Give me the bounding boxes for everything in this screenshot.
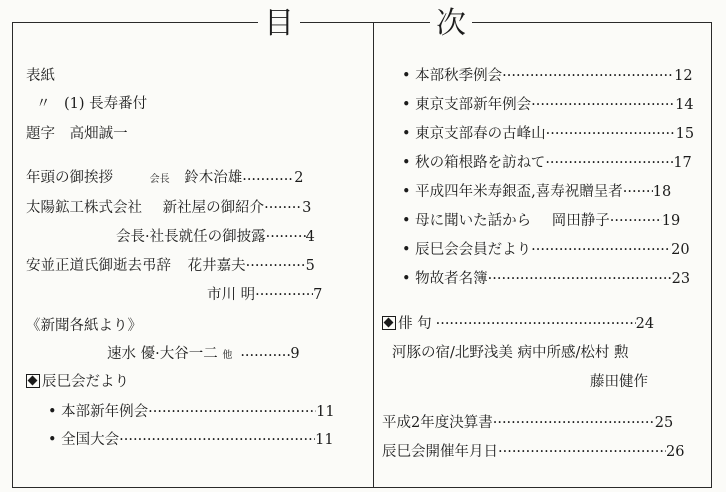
- diamond-bullet-icon: [382, 316, 396, 330]
- toc-entry-obituary: [26, 256, 315, 276]
- toc-entry-tokyo-spring: [402, 124, 694, 144]
- cover-sub-entry: [36, 94, 147, 114]
- entry-page: 26: [666, 444, 685, 460]
- entry-page: 7: [313, 287, 323, 303]
- entry-page: 17: [673, 155, 692, 171]
- leader-dots: [436, 314, 636, 334]
- toc-entry-budget: [382, 413, 673, 433]
- ditto-mark: 〃: [36, 96, 51, 112]
- toc-entry-hq-newyear: [48, 402, 335, 422]
- toc-entry-greeting: [26, 168, 303, 190]
- toc-entry-obituary-list: [402, 269, 690, 289]
- entry-title: 秋の箱根路を訪ねて: [415, 155, 546, 171]
- entry-title: 物故者名簿: [415, 271, 488, 287]
- bullet-icon: •: [402, 271, 411, 287]
- bullet-icon: •: [402, 213, 411, 229]
- entry-title: 東京支部新年例会: [415, 97, 532, 113]
- leader-dots: [498, 442, 666, 462]
- calligraphy-label: 題字: [26, 126, 55, 142]
- heading-char-1: 目: [258, 4, 300, 44]
- toc-entry-autumn-meeting: [402, 66, 693, 86]
- haiku-authors: 河豚の宿/北野浅美 病中所感/松村 勲: [392, 345, 629, 361]
- entry-page: 20: [671, 242, 690, 258]
- entry-subtitle: 新社屋の御紹介: [162, 200, 265, 216]
- section-newspapers: [26, 316, 142, 336]
- leader-dots: [264, 198, 302, 218]
- leader-dots: [266, 227, 306, 247]
- entry-title: 辰巳会会員だより: [415, 242, 532, 258]
- toc-entry-inauguration: [116, 227, 315, 247]
- leader-dots: [148, 402, 316, 422]
- leader-dots: [545, 153, 673, 173]
- entry-title: 年頭の御挨拶: [26, 170, 113, 186]
- leader-dots: [610, 211, 662, 231]
- calligraphy-entry: [26, 124, 128, 144]
- entry-author: 鈴木治雄: [184, 170, 243, 186]
- cover-entry: [26, 66, 55, 86]
- entry-page: 11: [315, 432, 334, 448]
- entry-page: 3: [302, 200, 312, 216]
- leader-dots: [531, 240, 671, 260]
- entry-suffix: 他: [222, 350, 233, 361]
- bullet-icon: •: [402, 242, 411, 258]
- diamond-bullet-icon: [26, 374, 40, 388]
- toc-entry-national: [48, 430, 334, 450]
- leader-dots: [242, 170, 294, 190]
- leader-dots: [531, 95, 675, 115]
- bullet-icon: •: [48, 404, 57, 420]
- leader-dots: [493, 413, 655, 433]
- column-divider: [373, 22, 374, 488]
- entry-title: 母に聞いた話から: [415, 213, 532, 229]
- leader-dots: [240, 346, 290, 366]
- bullet-icon: •: [402, 68, 411, 84]
- toc-entry-longevity-awards: [402, 182, 671, 202]
- leader-dots: [546, 124, 676, 144]
- entry-page: 2: [294, 170, 304, 186]
- leader-dots: [488, 269, 672, 289]
- bullet-icon: •: [402, 126, 411, 142]
- section-haiku: [382, 314, 654, 334]
- entry-page: 15: [675, 126, 695, 142]
- leader-dots: [623, 182, 653, 202]
- heading-char-2: 次: [430, 4, 472, 44]
- entry-page: 23: [671, 271, 691, 287]
- entry-title: 全国大会: [61, 432, 120, 448]
- toc-entry-member-news: [402, 240, 690, 260]
- cover-sub-title: (1) 長寿番付: [64, 96, 148, 112]
- entry-role: 会長: [149, 174, 170, 185]
- bullet-icon: •: [48, 432, 57, 448]
- entry-title: 安並正道氏御逝去弔辞: [26, 258, 171, 274]
- toc-entry-tokyo-newyear: [402, 95, 694, 115]
- leader-dots: [255, 285, 313, 305]
- haiku-authors-line-1: [392, 343, 629, 363]
- toc-entry-obituary-2: [207, 285, 322, 305]
- entry-page: 5: [305, 258, 315, 274]
- entry-page: 19: [661, 213, 681, 229]
- haiku-authors-line-2: [590, 372, 648, 392]
- leader-dots: [246, 256, 306, 276]
- entry-title: 東京支部春の古峰山: [415, 126, 546, 142]
- toc-entry-newspaper-authors: [107, 344, 300, 366]
- entry-title: 会長·社長就任の御披露: [116, 229, 266, 245]
- entry-title: 本部新年例会: [61, 404, 149, 420]
- bullet-icon: •: [402, 155, 411, 171]
- toc-entry-schedule: [382, 442, 684, 462]
- bullet-icon: •: [402, 97, 411, 113]
- entry-title: 平成四年米寿銀盃,喜寿祝贈呈者: [415, 184, 623, 200]
- section-tatsumi-news: [26, 372, 129, 392]
- entry-authors: 速水 優·大谷一二: [107, 346, 218, 362]
- leader-dots: [119, 430, 315, 450]
- entry-page: 24: [635, 316, 655, 332]
- haiku-authors: 藤田健作: [590, 374, 648, 390]
- entry-page: 12: [674, 68, 693, 84]
- section-title: 俳 句: [398, 316, 432, 332]
- entry-title: 辰巳会開催年月日: [382, 444, 498, 460]
- entry-author: 花井嘉夫: [187, 258, 246, 274]
- entry-page: 18: [652, 184, 672, 200]
- calligraphy-name: 高畑誠一: [69, 126, 128, 142]
- leader-dots: [502, 66, 674, 86]
- bullet-icon: •: [402, 184, 411, 200]
- entry-author: 岡田静子: [551, 213, 610, 229]
- entry-title: 平成2年度決算書: [382, 415, 493, 431]
- entry-page: 14: [675, 97, 694, 113]
- entry-page: 4: [305, 229, 315, 245]
- entry-title: 本部秋季例会: [415, 68, 503, 84]
- cover-title: 表紙: [26, 68, 55, 84]
- entry-page: 9: [290, 346, 300, 362]
- section-title: 辰巳会だより: [42, 374, 129, 390]
- section-title: 《新聞各紙より》: [26, 318, 142, 334]
- toc-entry-mother-story: [402, 211, 680, 231]
- toc-entry-company: [26, 198, 311, 218]
- entry-author: 市川 明: [207, 287, 256, 303]
- entry-title: 太陽鉱工株式会社: [26, 200, 142, 216]
- entry-page: 11: [316, 404, 335, 420]
- entry-page: 25: [654, 415, 674, 431]
- toc-entry-hakone: [402, 153, 692, 173]
